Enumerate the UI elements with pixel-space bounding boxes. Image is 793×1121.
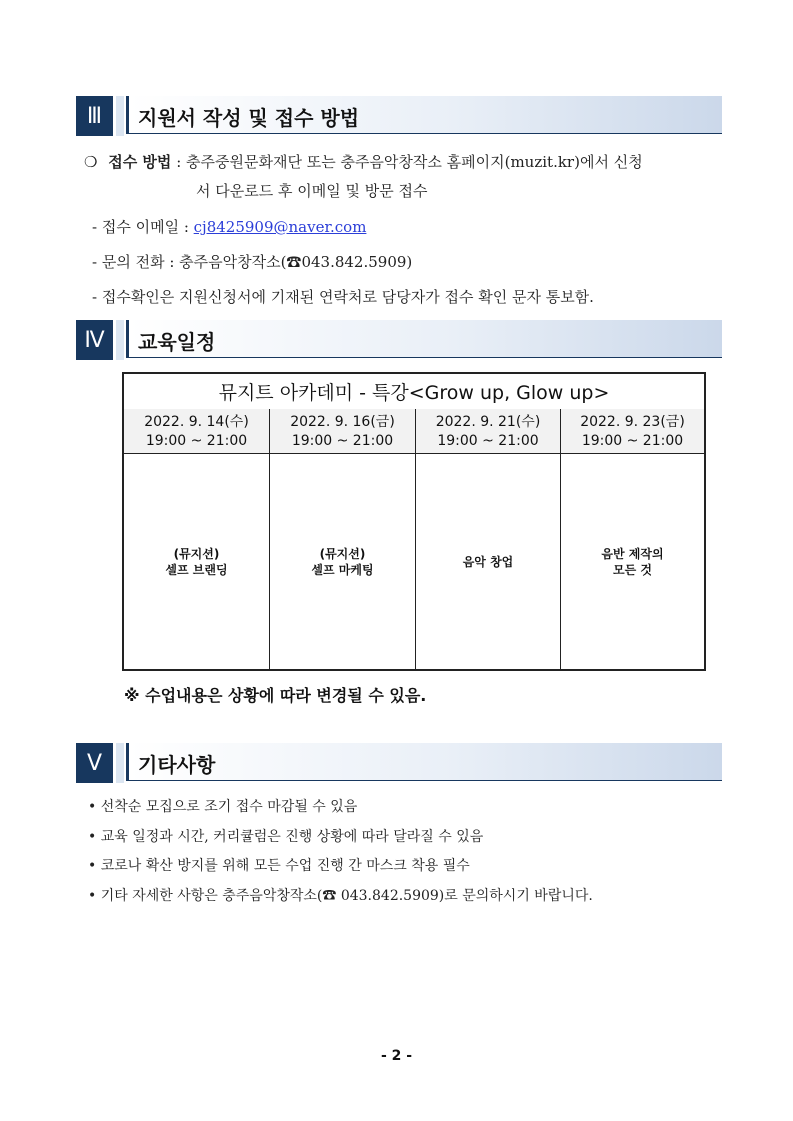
list-item: • 선착순 모집으로 조기 접수 마감될 수 있음 bbox=[88, 799, 358, 815]
schedule-column bbox=[124, 409, 270, 669]
content-cell bbox=[416, 455, 560, 669]
content-line: 셀프 마케팅 bbox=[311, 563, 374, 577]
date-text: 2022. 9. 21(수) bbox=[435, 414, 541, 430]
method-line-2: 서 다운로드 후 이메일 및 방문 접수 bbox=[196, 182, 428, 200]
section-title: 교육일정 bbox=[138, 330, 216, 354]
list-item: • 기타 자세한 사항은 충주음악창작소(☎ 043.842.5909)로 문의하시기 바랍니다. bbox=[88, 888, 593, 904]
phone-line: - 문의 전화 : 충주음악창작소(☎043.842.5909) bbox=[92, 253, 413, 271]
content-line: (뮤지션) bbox=[319, 547, 366, 561]
content-line: 음악 창업 bbox=[462, 555, 514, 569]
time-text: 19:00 ~ 21:00 bbox=[581, 433, 684, 449]
schedule-column bbox=[270, 409, 416, 669]
list-item: • 코로나 확산 방지를 위해 모든 수업 진행 간 마스크 착용 필수 bbox=[88, 858, 470, 874]
content-line: 셀프 브랜딩 bbox=[165, 563, 228, 577]
time-text: 19:00 ~ 21:00 bbox=[145, 433, 248, 449]
date-text: 2022. 9. 23(금) bbox=[580, 414, 685, 430]
section-number: Ⅳ bbox=[76, 320, 116, 360]
section-title: 기타사항 bbox=[138, 753, 216, 777]
method-text: : 충주중원문화재단 또는 충주음악창작소 홈페이지(muzit.kr)에서 신청 bbox=[171, 153, 643, 171]
email-link[interactable]: cj8425909@naver.com bbox=[193, 218, 367, 236]
date-cell bbox=[270, 409, 415, 454]
content-line: 음반 제작의 bbox=[601, 547, 664, 561]
method-line-1 bbox=[84, 151, 643, 172]
date-cell bbox=[561, 409, 704, 454]
section-title: 지원서 작성 및 접수 방법 bbox=[138, 106, 360, 130]
email-line bbox=[92, 216, 366, 237]
schedule-note: ※ 수업내용은 상황에 따라 변경될 수 있음. bbox=[124, 686, 427, 705]
confirm-line: - 접수확인은 지원신청서에 기재된 연락처로 담당자가 접수 확인 문자 통보함. bbox=[92, 288, 594, 306]
content-line: (뮤지션) bbox=[173, 547, 220, 561]
section-5-header bbox=[76, 743, 722, 783]
time-text: 19:00 ~ 21:00 bbox=[291, 433, 394, 449]
date-cell bbox=[416, 409, 560, 454]
content-cell bbox=[270, 455, 415, 669]
section-3-header bbox=[76, 96, 722, 136]
circle-bullet-icon: ❍ bbox=[84, 153, 98, 171]
date-cell bbox=[124, 409, 269, 454]
content-line: 모든 것 bbox=[613, 563, 652, 577]
table-title: 뮤지트 아카데미 - 특강<Grow up, Glow up> bbox=[124, 374, 704, 410]
list-item: • 교육 일정과 시간, 커리큘럼은 진행 상황에 따라 달라질 수 있음 bbox=[88, 829, 484, 845]
content-cell bbox=[124, 455, 269, 669]
date-text: 2022. 9. 16(금) bbox=[290, 414, 395, 430]
schedule-column bbox=[561, 409, 704, 669]
email-label: - 접수 이메일 : bbox=[92, 218, 194, 236]
content-cell bbox=[561, 455, 704, 669]
page-number: - 2 - bbox=[380, 1048, 413, 1064]
time-text: 19:00 ~ 21:00 bbox=[437, 433, 539, 449]
schedule-table bbox=[122, 372, 706, 671]
section-4-header bbox=[76, 320, 722, 360]
section-number: Ⅲ bbox=[76, 96, 116, 136]
schedule-column bbox=[416, 409, 561, 669]
section-number: Ⅴ bbox=[76, 743, 116, 783]
method-label: 접수 방법 bbox=[108, 153, 172, 171]
date-text: 2022. 9. 14(수) bbox=[144, 414, 249, 430]
